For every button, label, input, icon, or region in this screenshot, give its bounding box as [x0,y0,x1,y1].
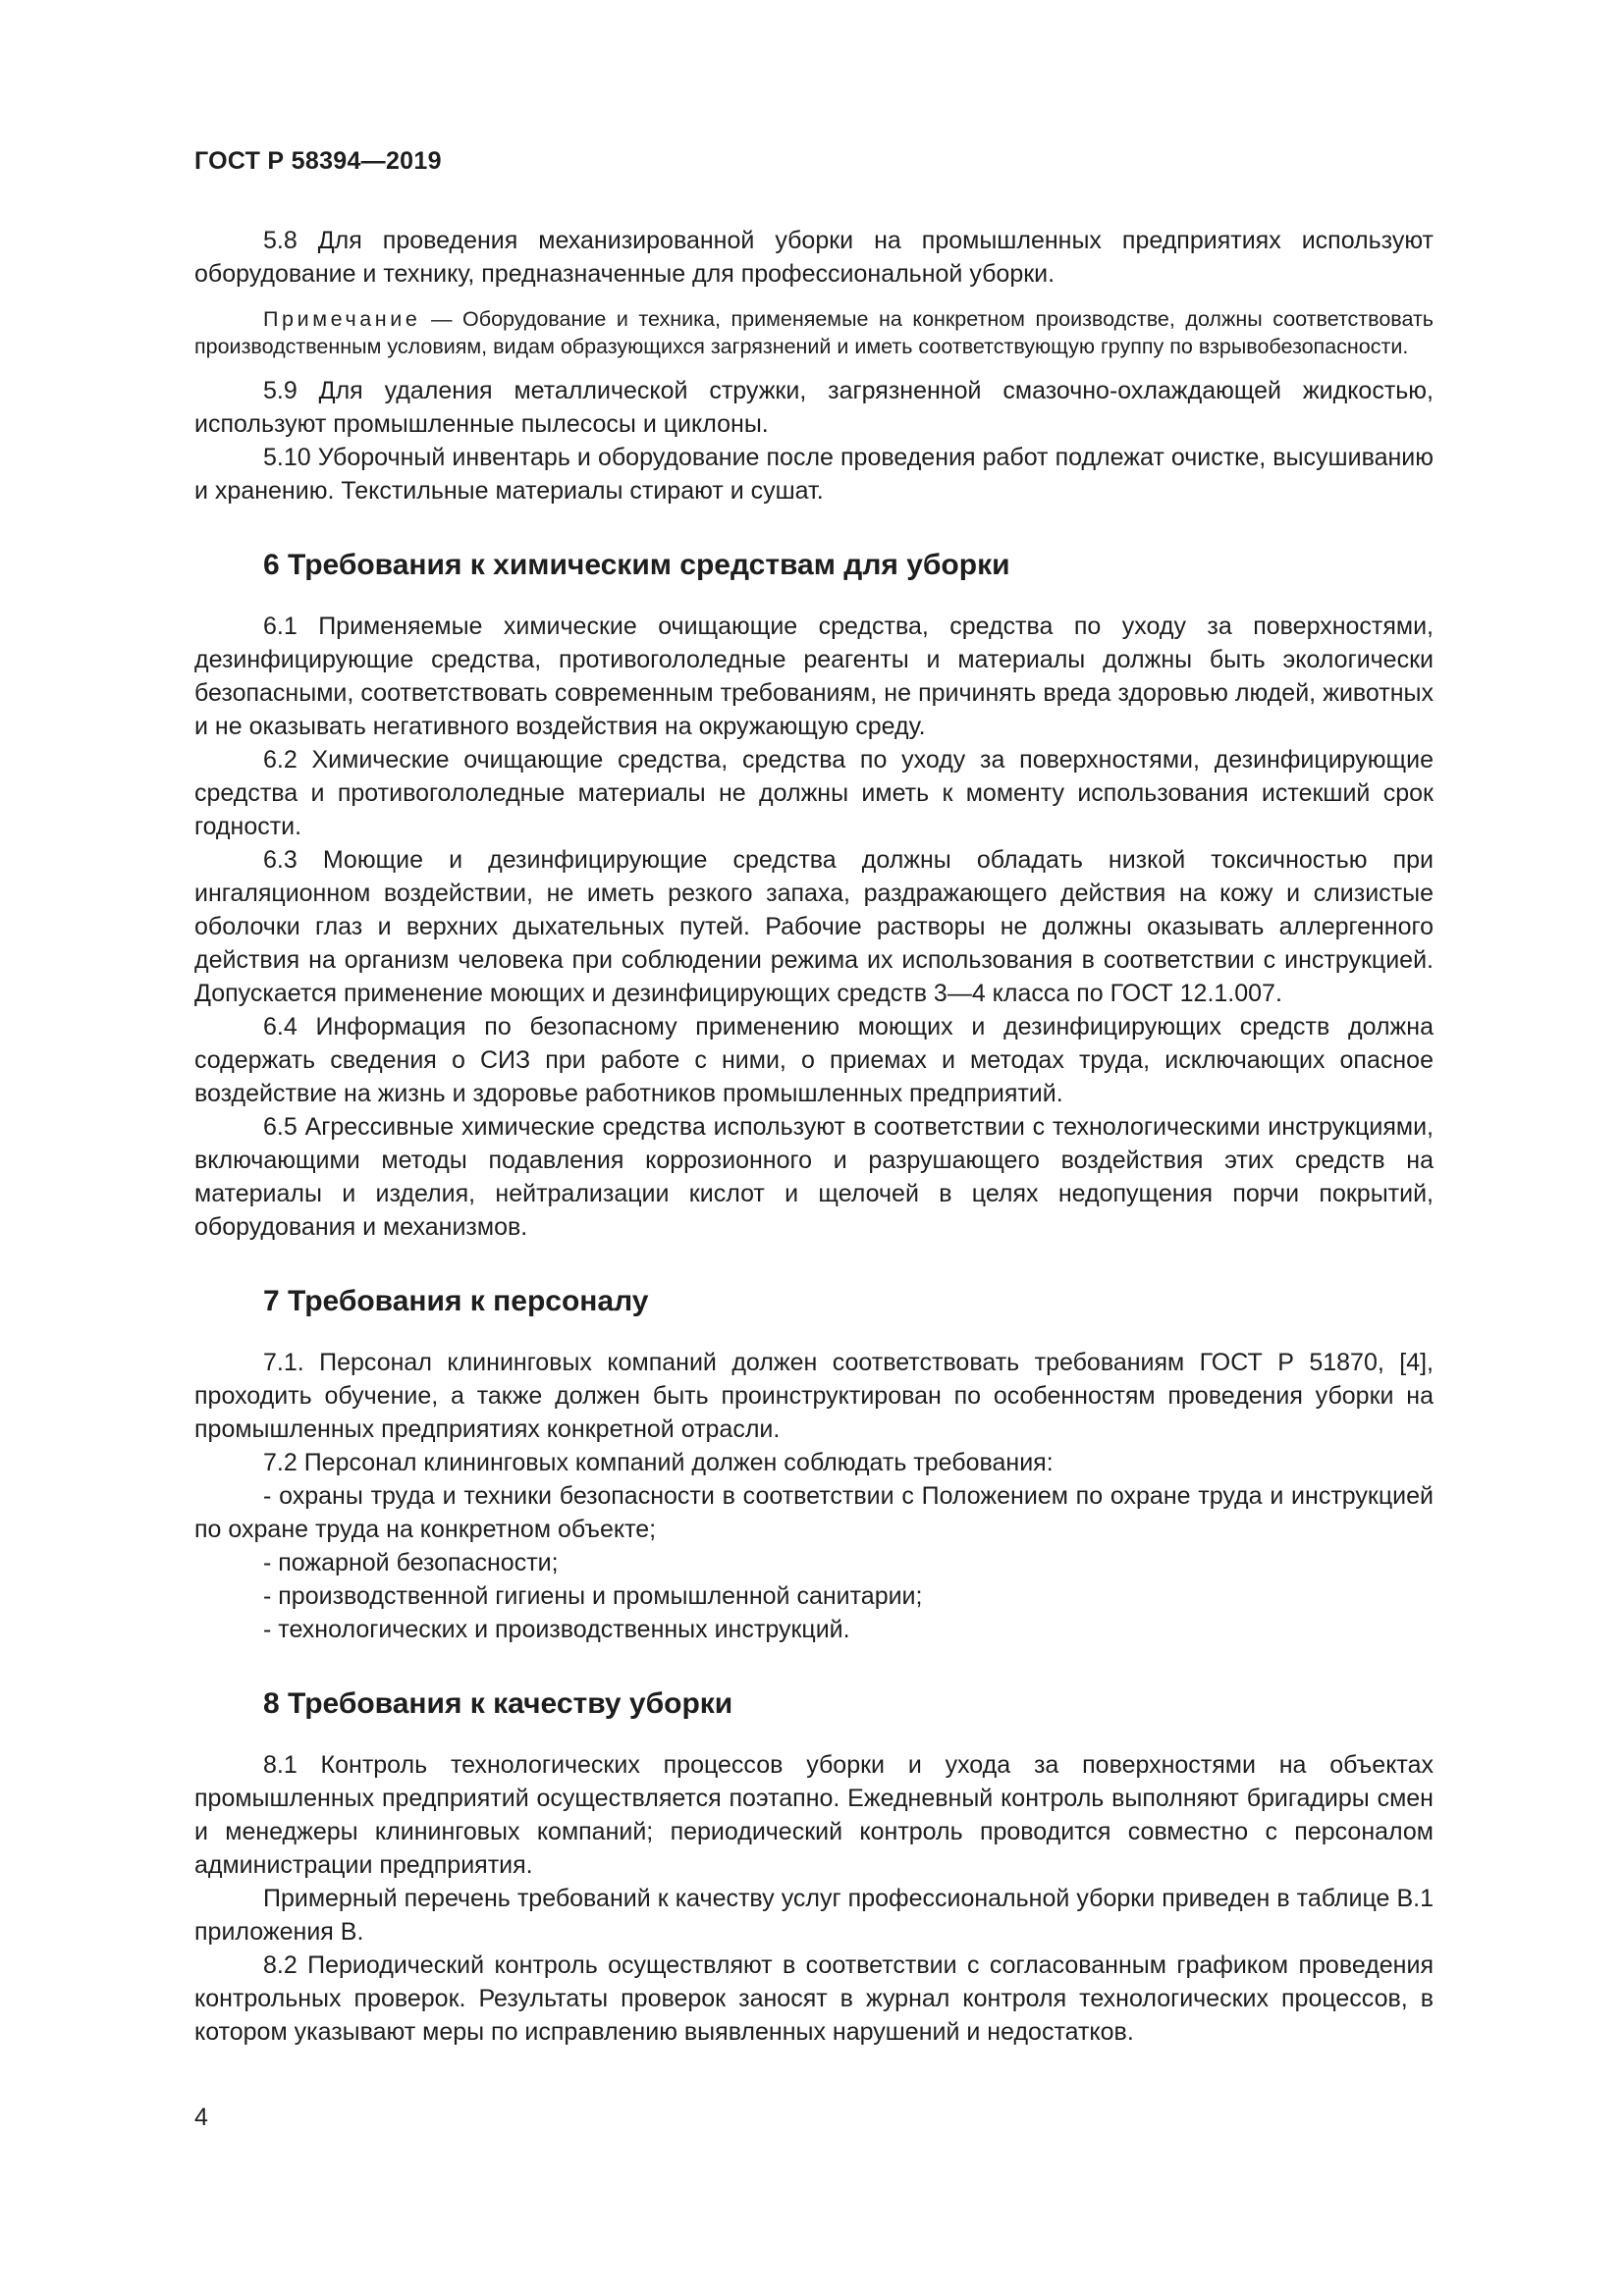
paragraph-6-1: 6.1 Применяемые химические очищающие средства, средства по уходу за поверхностями, дезинфицирующие средства, противогололедные реагенты и материалы должны быть экологически безопасными, соответствовать современным требованиям, не причинять вреда здоровью людей, животных и не оказывать негативного воздействия на окружающую среду. [194,613,1434,740]
paragraph-8-2: 8.2 Периодический контроль осуществляют в соответствии с согласованным графиком проведения контрольных проверок. Результаты проверок заносят в журнал контроля технологических процессов, в котором указывают меры по исправлению выявленных нарушений и недостатков. [194,1951,1434,2046]
note-label: Примечание [263,307,421,331]
paragraph-5-9: 5.9 Для удаления металлической стружки, загрязненной смазочно-охлаждающей жидкостью, используют промышленные пылесосы и циклоны. [194,377,1434,438]
paragraph-6-3: 6.3 Моющие и дезинфицирующие средства должны обладать низкой токсичностью при ингаляционном воздействии, не иметь резкого запаха, раздражающего действия на кожу и слизистые оболочки глаз и верхних дыхательных путей. Рабочие растворы не должны оказывать аллергенного действия на организм человека при соблюдении режима их использования в соответствии с инструкцией. Допускается применение моющих и дезинфицирующих средств 3—4 класса по ГОСТ 12.1.007. [194,846,1434,1007]
paragraph-5-8: 5.8 Для проведения механизированной уборки на промышленных предприятиях используют оборудование и технику, предназначенные для профессиональной уборки. [194,227,1434,288]
list-item: - производственной гигиены и промышленной санитарии; [263,1582,923,1610]
section-7-heading: 7 Требования к персоналу [263,1285,649,1317]
list-item: - пожарной безопасности; [263,1549,559,1576]
paragraph-5-10: 5.10 Уборочный инвентарь и оборудование после проведения работ подлежат очистке, высушиванию и хранению. Текстильные материалы стирают и сушат. [194,444,1434,505]
section-6-heading: 6 Требования к химическим средствам для уборки [263,549,1010,581]
paragraph-6-2: 6.2 Химические очищающие средства, средства по уходу за поверхностями, дезинфицирующие средства и противогололедные материалы не должны иметь к моменту использования истекший срок годности. [194,746,1434,840]
section-8-heading: 8 Требования к качеству уборки [263,1687,733,1720]
document-header: ГОСТ Р 58394—2019 [194,147,442,175]
paragraph-7-2: 7.2 Персонал клининговых компаний должен соблюдать требования: [263,1449,1054,1476]
paragraph-7-1: 7.1. Персонал клининговых компаний должен соответствовать требованиям ГОСТ Р 51870, [4], проходить обучение, а также должен быть проинструктирован по особенностям проведения уборки на промышленных предприятиях конкретной отрасли. [194,1349,1434,1443]
list-item: - технологических и производственных инструкций. [263,1616,850,1643]
note-text: — Оборудование и техника, применяемые на конкретном производстве, должны соответствовать производственным условиям, видам образующихся загрязнений и иметь соответствующую группу по взрывобезопасности. [194,307,1434,358]
page-number: 4 [194,2104,208,2131]
paragraph-8-1: 8.1 Контроль технологических процессов уборки и ухода за поверхностями на объектах промышленных предприятий осуществляется поэтапно. Ежедневный контроль выполняют бригадиры смен и менеджеры клининговых компаний; периодический контроль проводится совместно с персоналом администрации предприятия. [194,1751,1434,1879]
document-body [194,224,1434,2049]
list-item: - охраны труда и техники безопасности в соответствии с Положением по охране труда и инструкцией по охране труда на конкретном объекте; [194,1482,1434,1543]
paragraph-6-5: 6.5 Агрессивные химические средства используют в соответствии с технологическими инструкциями, включающими методы подавления коррозионного и разрушающего воздействия этих средств на материалы и изделия, нейтрализации кислот и щелочей в целях недопущения порчи покрытий, оборудования и механизмов. [194,1113,1434,1241]
paragraph-8-1-table-reference: Примерный перечень требований к качеству услуг профессиональной уборки приведен в таблице В.1 приложения В. [194,1885,1434,1946]
note [194,305,1434,360]
paragraph-6-4: 6.4 Информация по безопасному применению моющих и дезинфицирующих средств должна содержать сведения о СИЗ при работе с ними, о приемах и методах труда, исключающих опасное воздействие на жизнь и здоровье работников промышленных предприятий. [194,1013,1434,1107]
